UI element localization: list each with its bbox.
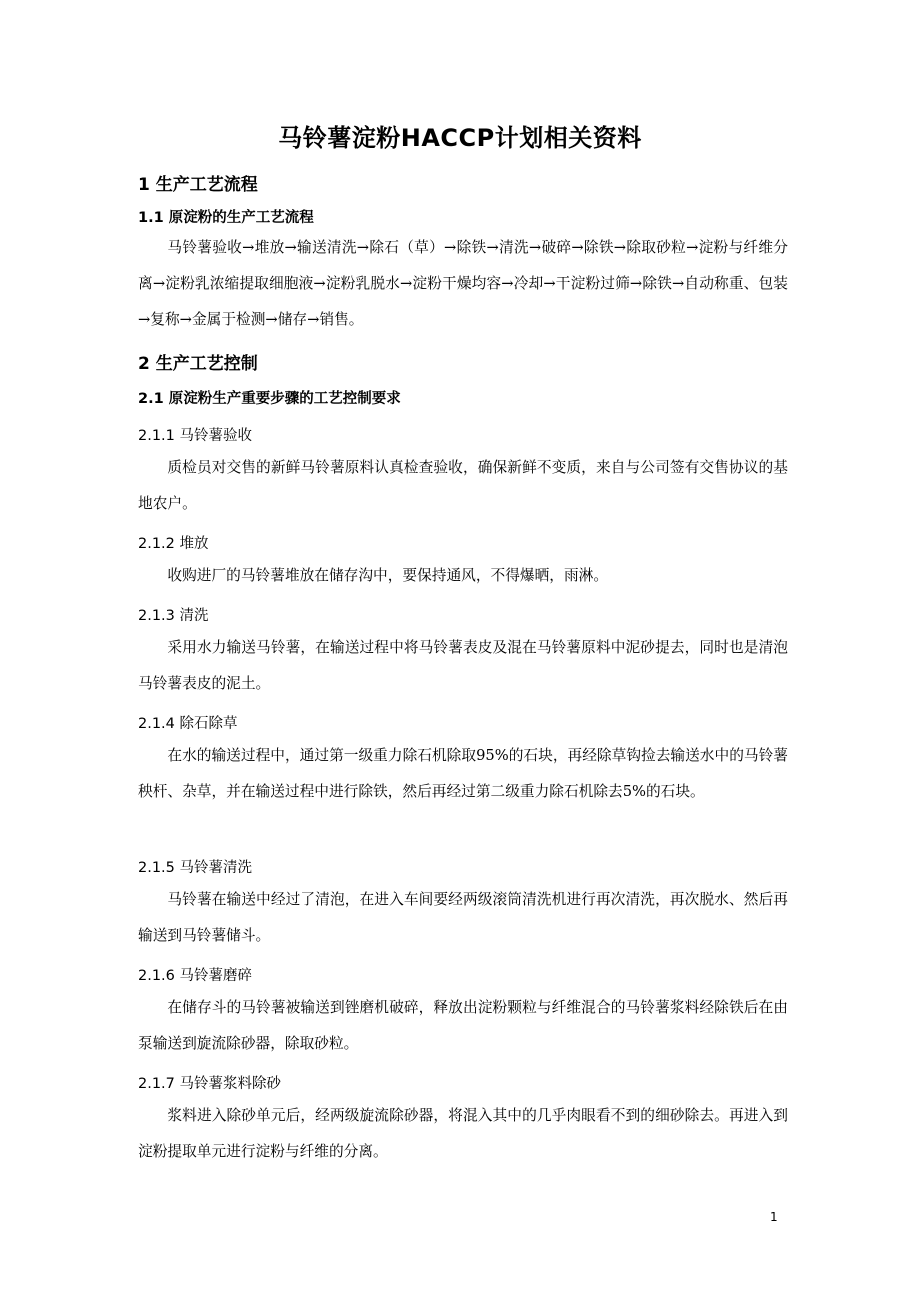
subsection-heading-2-1: 2.1 原淀粉生产重要步骤的工艺控制要求 [138, 391, 401, 407]
page-number: 1 [770, 1210, 778, 1224]
item-heading-2-1-6: 2.1.6 马铃薯磨碎 [138, 968, 253, 984]
item-heading-2-1-5: 2.1.5 马铃薯清洗 [138, 860, 253, 876]
section-heading-1: 1 生产工艺流程 [138, 175, 258, 195]
subsection-heading-1-1: 1.1 原淀粉的生产工艺流程 [138, 210, 314, 226]
item-heading-2-1-1: 2.1.1 马铃薯验收 [138, 428, 253, 444]
item-heading-2-1-7: 2.1.7 马铃薯浆料除砂 [138, 1076, 282, 1092]
process-flow-text: 马铃薯验收→堆放→输送清洗→除石（草）→除铁→清洗→破碎→除铁→除取砂粒→淀粉与纤维分离→淀粉乳浓缩提取细胞液→淀粉乳脱水→淀粉干燥均容→冷却→干淀粉过筛→除铁→自动称重、包装→复称→金属于检测→储存→销售。 [138, 239, 788, 328]
item-text-2-1-6: 在储存斗的马铃薯被输送到锉磨机破碎，释放出淀粉颗粒与纤维混合的马铃薯浆料经除铁后在由泵输送到旋流除砂器，除取砂粒。 [138, 999, 788, 1052]
document-title: 马铃薯淀粉HACCP计划相关资料 [278, 124, 642, 152]
item-text-2-1-5: 马铃薯在输送中经过了清泡，在进入车间要经两级滚筒清洗机进行再次清洗，再次脱水、然后再输送到马铃薯储斗。 [138, 891, 788, 944]
item-heading-2-1-4: 2.1.4 除石除草 [138, 716, 238, 732]
item-text-2-1-7: 浆料进入除砂单元后，经两级旋流除砂器，将混入其中的几乎肉眼看不到的细砂除去。再进入到淀粉提取单元进行淀粉与纤维的分离。 [138, 1107, 788, 1160]
item-text-2-1-1: 质检员对交售的新鲜马铃薯原料认真检查验收，确保新鲜不变质，来自与公司签有交售协议的基地农户。 [138, 459, 788, 512]
section-heading-2: 2 生产工艺控制 [138, 354, 258, 374]
item-text-2-1-2: 收购进厂的马铃薯堆放在储存沟中，要保持通风，不得爆晒，雨淋。 [167, 567, 609, 584]
item-text-2-1-3: 采用水力输送马铃薯，在输送过程中将马铃薯表皮及混在马铃薯原料中泥砂提去，同时也是清泡马铃薯表皮的泥土。 [138, 639, 788, 692]
item-heading-2-1-2: 2.1.2 堆放 [138, 536, 209, 552]
item-text-2-1-4: 在水的输送过程中，通过第一级重力除石机除取95%的石块，再经除草钩捡去输送水中的马铃薯秧杆、杂草，并在输送过程中进行除铁，然后再经过第二级重力除石机除去5%的石块。 [138, 747, 788, 800]
item-heading-2-1-3: 2.1.3 清洗 [138, 608, 209, 624]
